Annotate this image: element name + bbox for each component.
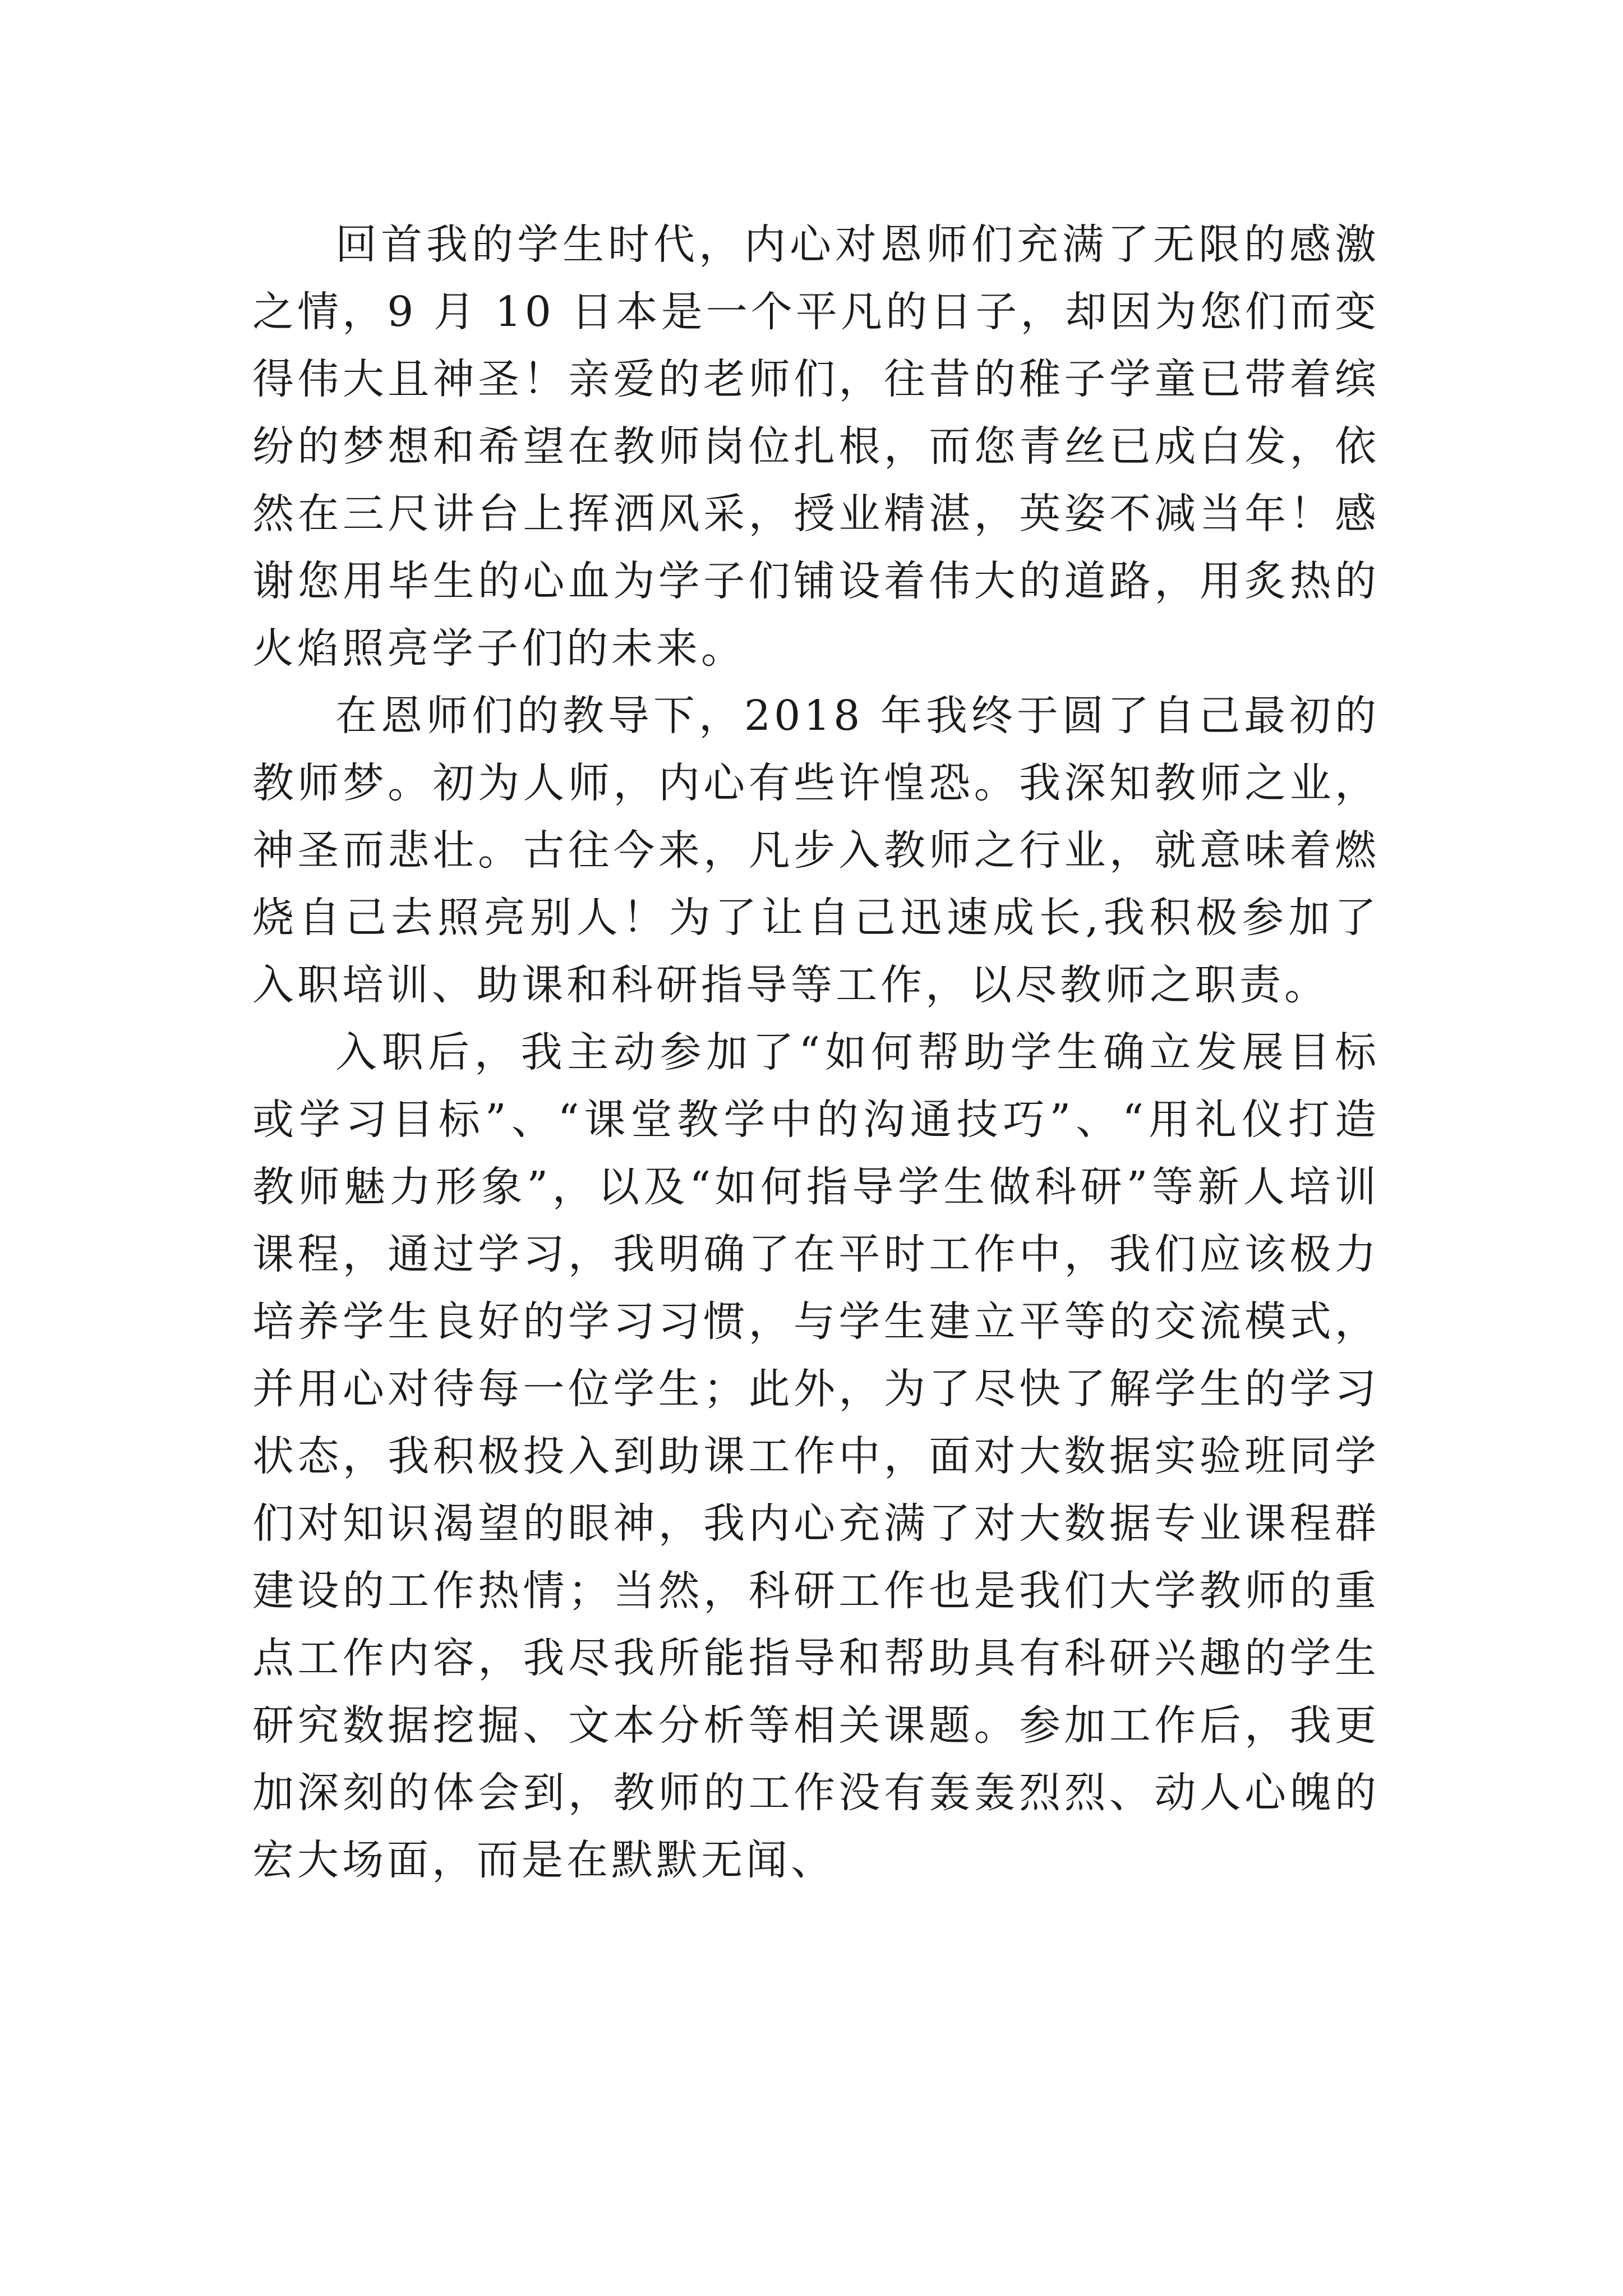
document-body [252,211,1380,1894]
paragraph-3: 入职后，我主动参加了“如何帮助学生确立发展目标或学习目标”、“课堂教学中的沟通技巧”、“用礼仪打造教师魅力形象”，以及“如何指导学生做科研”等新人培训课程，通过学习，我明确了在平时工作中，我们应该极力培养学生良好的学习习惯，与学生建立平等的交流模式，并用心对待每一位学生；此外，为了尽快了解学生的学习状态，我积极投入到助课工作中，面对大数据实验班同学们对知识渴望的眼神，我内心充满了对大数据专业课程群建设的工作热情；当然，科研工作也是我们大学教师的重点工作内容，我尽我所能指导和帮助具有科研兴趣的学生研究数据挖掘、文本分析等相关课题。参加工作后，我更加深刻的体会到，教师的工作没有轰轰烈烈、动人心魄的宏大场面，而是在默默无闻、 [252,1028,1380,1884]
paragraph-2: 在恩师们的教导下，2018 年我终于圆了自己最初的教师梦。初为人师，内心有些许惶恐。我深知教师之业，神圣而悲壮。古往今来，凡步入教师之行业，就意味着燃烧自己去照亮别人！为了让自己迅速成长,我积极参加了入职培训、助课和科研指导等工作，以尽教师之职责。 [252,692,1380,1009]
paragraph-1: 回首我的学生时代，内心对恩师们充满了无限的感激之情，9 月 10 日本是一个平凡的日子，却因为您们而变得伟大且神圣！亲爱的老师们，往昔的稚子学童已带着缤纷的梦想和希望在教师岗位扎根，而您青丝已成白发，依然在三尺讲台上挥洒风采，授业精湛，英姿不减当年！感谢您用毕生的心血为学子们铺设着伟大的道路，用炙热的火焰照亮学子们的未来。 [252,220,1380,673]
